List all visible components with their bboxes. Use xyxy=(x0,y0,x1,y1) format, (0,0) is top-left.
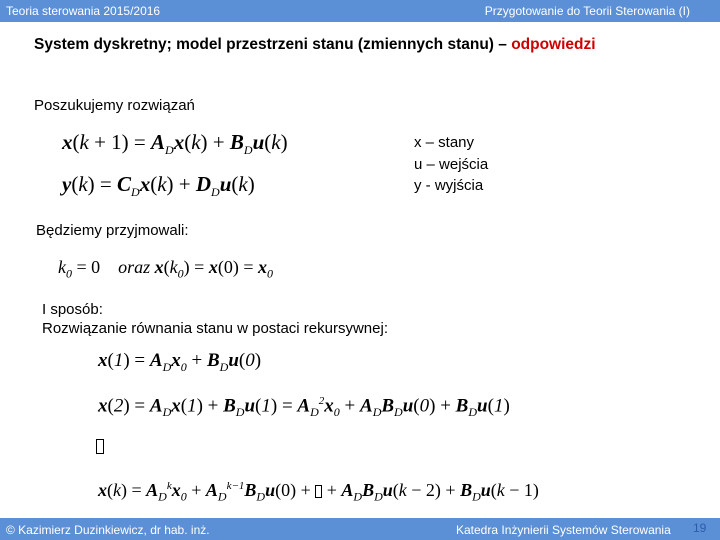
recursion-step-2: $x(2) = A_Dx(1) + B_Du(1) = A_D^2x_0 + A_DB_Du(0) + B_Du(1)$ xyxy=(98,395,510,420)
slide-title-main: System dyskretny; model przestrzeni stanu (zmiennych stanu) – xyxy=(34,36,512,53)
slide-title xyxy=(34,36,694,54)
legend-states: x – stany xyxy=(414,134,475,151)
author-credit: © Kazimierz Duzinkiewicz, dr hab. inż. xyxy=(6,523,210,537)
assumption-text: Będziemy przyjmowali: xyxy=(36,222,189,239)
recursion-step-k: $x(k) = A_D^kx_0 + A_D^{k-1}B_Du(0)$ + + $A_DB_Du(k - 2) + B_Du(k - 1)$ xyxy=(98,480,539,504)
method-title: I sposób: xyxy=(42,301,103,318)
section-title: Przygotowanie do Teorii Sterowania (I) xyxy=(484,4,690,18)
recursion-step-1: $x(1) = A_Dx_0 + B_Du(0)$ xyxy=(98,350,262,374)
legend-outputs: y - wyjścia xyxy=(414,177,484,194)
header-bar xyxy=(0,0,720,22)
course-title: Teoria sterowania 2015/2016 xyxy=(6,4,161,18)
seek-solutions-text: Poszukujemy rozwiązań xyxy=(34,97,195,114)
method-description: Rozwiązanie równania stanu w postaci rekursywnej: xyxy=(42,320,388,337)
page-number: 19 xyxy=(693,521,707,535)
state-equation: $x(k + 1) = A_Dx(k) + B_Du(k)$ xyxy=(62,130,288,158)
legend-inputs: u – wejścia xyxy=(414,155,489,173)
department-name: Katedra Inżynierii Systemów Sterowania xyxy=(456,523,671,537)
initial-condition-equation: $k_0 = 0$ oraz $x(k_0) = x(0) = x_0$ xyxy=(58,257,273,281)
slide-title-accent: odpowiedzi xyxy=(511,36,596,53)
missing-glyph-icon xyxy=(96,439,104,454)
variable-legend xyxy=(414,132,488,197)
output-equation: $y(k) = C_Dx(k) + D_Du(k)$ xyxy=(62,172,255,200)
footer-bar xyxy=(0,518,720,540)
